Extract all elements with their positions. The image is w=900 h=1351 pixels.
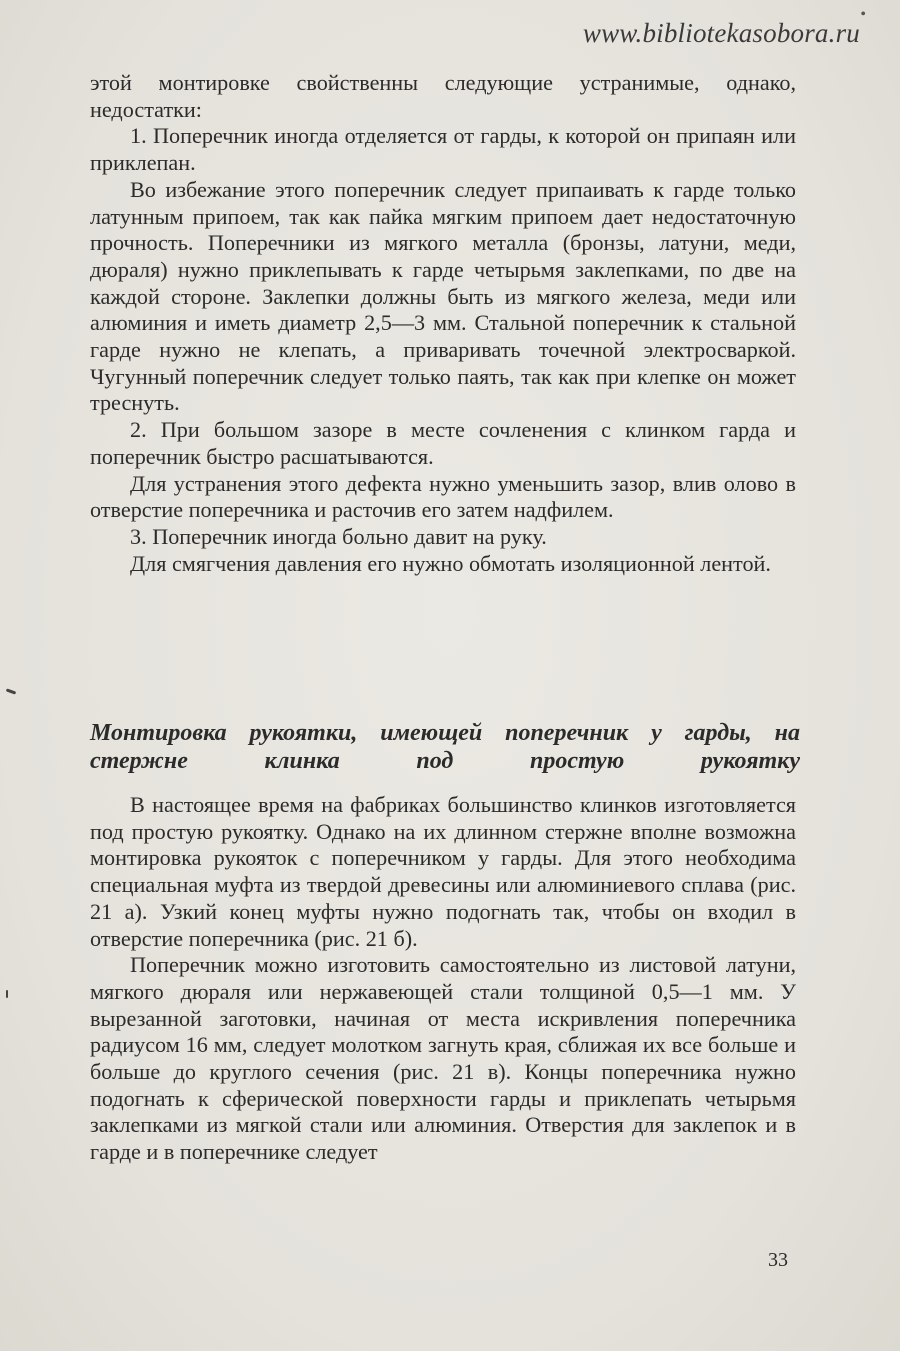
paragraph: 2. При большом зазоре в месте сочленения с клинком гарда и поперечник быстро расшатываются. <box>90 417 796 469</box>
paragraph: Для смягчения давления его нужно обмотать изоляционной лентой. <box>130 550 771 576</box>
paragraph: этой монтировке свойственны следующие устранимые, однако, недостатки: <box>90 70 796 122</box>
paragraph: В настоящее время на фабриках большинство клинков изготовляется под простую рукоятку. Однако на их длинном стержне вполне возможна монтировка рукояток с поперечником у гарды. Для этого необходима специальная муфта из твердой древесины или алюминиевого сплава (рис. 21 а). Узкий конец муфты нужно подогнать так, чтобы он входил в отверстие поперечника (рис. 21 б). <box>90 792 796 951</box>
paragraph: Поперечник можно изготовить самостоятельно из листовой латуни, мягкого дюраля или нержавеющей стали толщиной 0,5—1 мм. У вырезанной заготовки, начиная от места искривления поперечника радиусом 16 мм, следует молотком загнуть края, сближая их все больше и больше до круглого сечения (рис. 21 в). Концы поперечника нужно подогнать к сферической поверхности гарды и приклепать четырьмя заклепками из мягкой стали или алюминия. Отверстия для заклепок и в гарде и в поперечнике следует <box>90 952 796 1165</box>
corner-mark: • <box>860 6 866 23</box>
paragraph: 3. Поперечник иногда больно давит на руку. <box>130 523 547 549</box>
section-heading: Монтировка рукоятки, имеющей поперечник у гарды, на стержне клинка под простую рукоятку <box>90 720 800 774</box>
section-2-text <box>90 792 796 1166</box>
paragraph: Для устранения этого дефекта нужно уменьшить зазор, влив олово в отверстие поперечника и расточив его затем надфилем. <box>90 470 796 523</box>
paragraph: 1. Поперечник иногда отделяется от гарды, к которой он припаян или приклепан. <box>90 123 796 176</box>
paragraph: Во избежание этого поперечник следует припаивать к гарде только латунным припоем, так как пайка мягким припоем дает недостаточную прочность. Поперечники из мягкого металла (бронзы, латуни, меди, дюраля) нужно приклепывать к гарде четырьмя заклепками, по две на каждой стороне. Заклепки должны быть из мягкого железа, меди или алюминия и иметь диаметр 2,5—3 мм. Стальной поперечник к стальной гарде нужно не клепать, а приваривать точечной электросваркой. Чугунный поперечник следует только паять, так как при клепке он может треснуть. <box>90 176 796 416</box>
scan-mark <box>6 688 16 694</box>
section-1-text <box>90 70 796 577</box>
watermark-url: www.bibliotekasobora.ru <box>582 18 860 48</box>
scan-mark <box>6 990 8 998</box>
page-number: 33 <box>768 1249 788 1271</box>
